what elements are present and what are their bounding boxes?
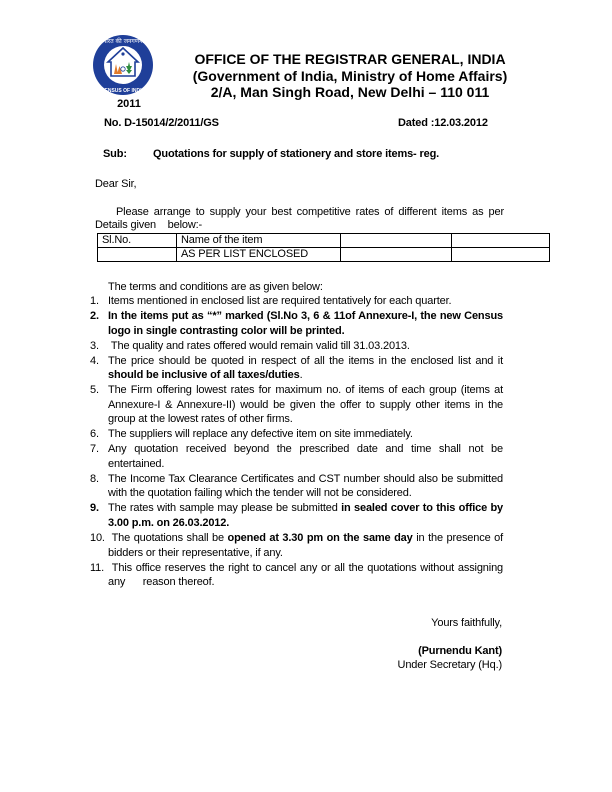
logo-year: 2011 (117, 98, 141, 110)
census-of-india-logo-icon (92, 34, 154, 96)
term-number: 6. (90, 428, 99, 441)
term-text: in the presence of bidders or their representative, if any. (108, 532, 506, 559)
term-number: 1. (90, 295, 99, 307)
term-number: 10. (90, 532, 105, 545)
term-text: opened at 3.30 pm on the same day (227, 532, 413, 545)
term-text: This office reserves the right to cancel any or all the quotations without assigning any reason thereof. (108, 561, 506, 589)
table-cell (98, 248, 177, 262)
intro-text-line1: Please arrange to supply your best competitive rates of different items as per (116, 206, 504, 218)
term-number: 3. (90, 339, 99, 352)
term-text: The Firm offering lowest rates for maximum no. of items of each group (items at Annexure-I & Annexure-II) would be given the offer to supply other items in the group at the lowest rates of other firms. (108, 384, 506, 426)
term-text: . (299, 369, 303, 382)
term-item (90, 427, 503, 442)
letter-date: Dated :12.03.2012 (398, 117, 488, 129)
office-name: OFFICE OF THE REGISTRAR GENERAL, INDIA (194, 51, 506, 67)
term-text: Any quotation received beyond the prescribed date and time shall not be entertained. (108, 443, 506, 470)
term-text: should be inclusive of all taxes/duties (108, 369, 300, 382)
term-number: 11. (90, 561, 105, 574)
letterhead (180, 51, 520, 101)
table-row (98, 248, 550, 262)
table-header-cell (452, 234, 550, 248)
signatory-name: (Purnendu Kant) (418, 645, 502, 657)
term-number: 5. (90, 384, 99, 397)
reference-number: No. D-15014/2/2011/GS (104, 117, 219, 129)
items-table (97, 233, 550, 262)
logo-hindi-text: भारत की जनगणना (101, 38, 145, 45)
term-number: 7. (90, 443, 99, 456)
census-logo (92, 34, 154, 96)
terms-list (90, 294, 506, 590)
term-text: The Income Tax Clearance Certificates and CST number should also be submitted with the quotation failing which the tender will not be considered. (108, 472, 506, 500)
term-item (90, 501, 506, 530)
signatory-designation: Under Secretary (Hq.) (397, 659, 502, 671)
term-item (90, 339, 503, 354)
term-text: The quality and rates offered would remain valid till 31.03.2013. (108, 339, 410, 352)
subject-text: Quotations for supply of stationery and store items- reg. (153, 148, 440, 160)
term-text: in sealed cover to this office by 3.00 p.m. on 26.03.2012. (108, 502, 506, 530)
ministry-name: (Government of India, Ministry of Home Affairs) (192, 67, 508, 84)
term-item (90, 442, 506, 471)
terms-intro: The terms and conditions are as given below: (108, 281, 323, 293)
table-cell (341, 248, 452, 262)
table-header-cell: Name of the item (177, 234, 341, 248)
complimentary-close: Yours faithfully, (431, 617, 502, 629)
salutation: Dear Sir, (95, 178, 137, 190)
term-item (90, 309, 506, 338)
table-header-cell (341, 234, 452, 248)
intro-text-line2: Details given below:- (95, 219, 203, 231)
table-header-cell: Sl.No. (98, 234, 177, 248)
term-item (90, 561, 506, 590)
term-text: In the items put as “*” marked (Sl.No 3, 6 & 11of Annexure-I, the new Census logo in single contrasting color will be printed. (108, 309, 506, 337)
term-text: The rates with sample may please be submitted (108, 502, 342, 515)
term-item (90, 294, 503, 309)
term-item (90, 531, 506, 560)
table-header-row (98, 234, 550, 248)
logo-english-text: CENSUS OF INDIA (100, 88, 146, 94)
term-number: 8. (90, 472, 99, 485)
term-text: Items mentioned in enclosed list are required tentatively for each quarter. (108, 295, 452, 307)
term-text: The quotations shall be (108, 532, 228, 545)
table-cell (452, 248, 550, 262)
term-item (90, 354, 506, 383)
term-item (90, 472, 506, 501)
table-cell: AS PER LIST ENCLOSED (177, 248, 341, 262)
term-text: The suppliers will replace any defective item on site immediately. (108, 428, 413, 441)
office-address: 2/A, Man Singh Road, New Delhi – 110 011 (210, 84, 490, 100)
term-number: 4. (90, 354, 99, 367)
subject-label: Sub: (103, 148, 127, 160)
term-number: 2. (90, 309, 99, 322)
term-item (90, 383, 506, 427)
term-text: The price should be quoted in respect of all the items in the enclosed list and it (108, 354, 506, 367)
term-number: 9. (90, 502, 99, 515)
